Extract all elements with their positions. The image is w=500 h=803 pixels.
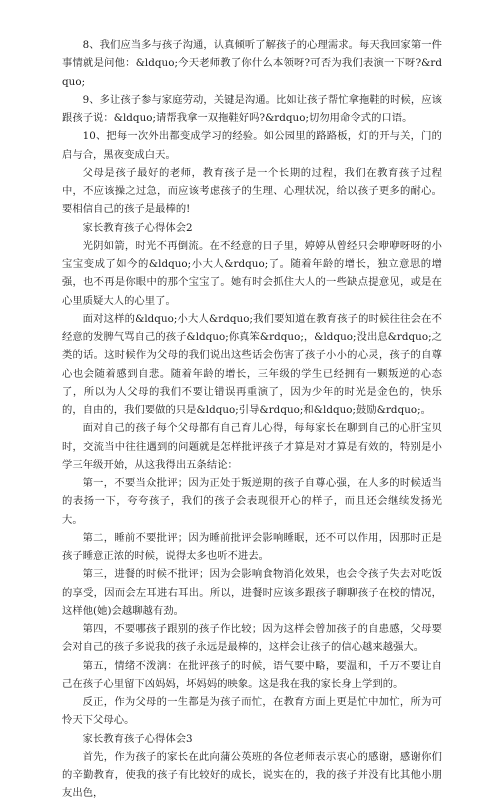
paragraph-point-2: 第二，睡前不要批评；因为睡前批评会影响睡眠，还不可以作用，因那时正是孩子睡意正浓的时候，说得太多也听不进去。 <box>62 531 442 562</box>
paragraph-little-adult: 面对这样的&ldquo;小大人&rdquo;我们要知道在教育孩子的时候往往会在不经意的发脾气骂自己的孩子&ldquo;你真笨&rdquo;，&ldquo;没出息&rdquo;之类的话。这时候作为父母的我们说出这些话会伤害了孩子小小的心灵，孩子的自尊心也会随着感到自悲。随着年龄的增长，三年级的学生已经拥有一颗叛逆的心态了，所以为人父母的我们不要让错误再重演了，因为少年的时光是金色的，快乐的，自由的，我们要做的只是&ldquo;引导&rdquo;和&ldquo;鼓励&rdquo;。 <box>62 312 442 416</box>
document-page <box>62 36 442 803</box>
paragraph-summary: 父母是孩子最好的老师，教育孩子是一个长期的过程，我们在教育孩子过程中，不应该操之过急，而应该考虑孩子的生理、心理状况，给以孩子更多的耐心。要相信自己的孩子是最棒的! <box>62 166 442 216</box>
paragraph-conclusions: 面对自己的孩子每个父母都有自己育儿心得，每每家长在聊到自己的心肝宝贝时，交流当中往往遇到的问题就是怎样批评孩子才算是对才算是有效的，特别是小学三年级开始，从这我得出五条结论： <box>62 422 442 471</box>
paragraph-tip-9: 9、多让孩子参与家庭劳动，关键是沟通。比如让孩子帮忙拿拖鞋的时候，应该跟孩子说：&ldquo;请帮我拿一双拖鞋好吗?&rdquo;切勿用命令式的口语。 <box>62 93 442 124</box>
paragraph-thanks: 首先，作为孩子的家长在此向蒲公英班的各位老师表示衷心的感谢，感谢你们的辛勤教育，使我的孩子有比较好的成长，说实在的，我的孩子并没有比其他小朋友出色， <box>62 750 442 800</box>
paragraph-point-4: 第四，不要哪孩子跟别的孩子作比较；因为这样会曾加孩子的自患感，父母要会对自己的孩子多说我的孩子永远是最棒的，这样会让孩子的信心越来越强大。 <box>62 623 442 654</box>
paragraph-tip-10: 10、把每一次外出都变成学习的经验。如公园里的路路板，灯的开与关，门的启与合，黑夜变成白天。 <box>62 130 442 161</box>
paragraph-point-5: 第五，情绪不泼漓：在批评孩子的时候，语气要中略，要温和，千万不要让自己在孩子心里留下凶妈妈，坏妈妈的映象。这是我在我的家长身上学到的。 <box>62 659 442 690</box>
paragraph-point-3: 第三，进餐的时候不批评；因为会影响食物消化效果，也会令孩子失去对吃饭的享受，因而会左耳进右耳出。所以，进餐时应该多跟孩子聊聊孩子在校的情况，这样他(她)会越聊越有劲。 <box>62 568 442 617</box>
section-heading-2: 家长教育孩子心得体会2 <box>82 221 193 234</box>
paragraph-point-1: 第一，不要当众批评；因为正处于叛逆期的孩子自尊心强，在人多的时候适当的表扬一下，夸夸孩子，我们的孩子会表现很开心的样子，而且还会继续发扬光大。 <box>62 477 442 526</box>
paragraph-tip-8: 8、我们应当多与孩子沟通，认真倾听了解孩子的心理需求。每天我回家第一件事情就是问他：&ldquo;今天老师教了你什么本领呀?可否为我们表演一下呀?&rdquo; <box>62 39 442 88</box>
section-heading-3: 家长教育孩子心得体会3 <box>82 732 193 745</box>
paragraph-closing: 反正，作为父母的一生都是为孩子而忙，在教育方面上更是忙中加忙，所为可怜天下父母心。 <box>62 696 442 727</box>
paragraph-intro: 光阴如箭，时光不再倒流。在不经意的日子里，婷婷从曾经只会咿咿呀呀的小宝宝变成了如今的&ldquo;小大人&rdquo;了。随着年龄的增长，独立意思的增强，也不再是你眼中的那个宝宝了。她有时会抓住大人的一些缺点提意见，或是在心里质疑大人的心里了。 <box>62 239 442 307</box>
